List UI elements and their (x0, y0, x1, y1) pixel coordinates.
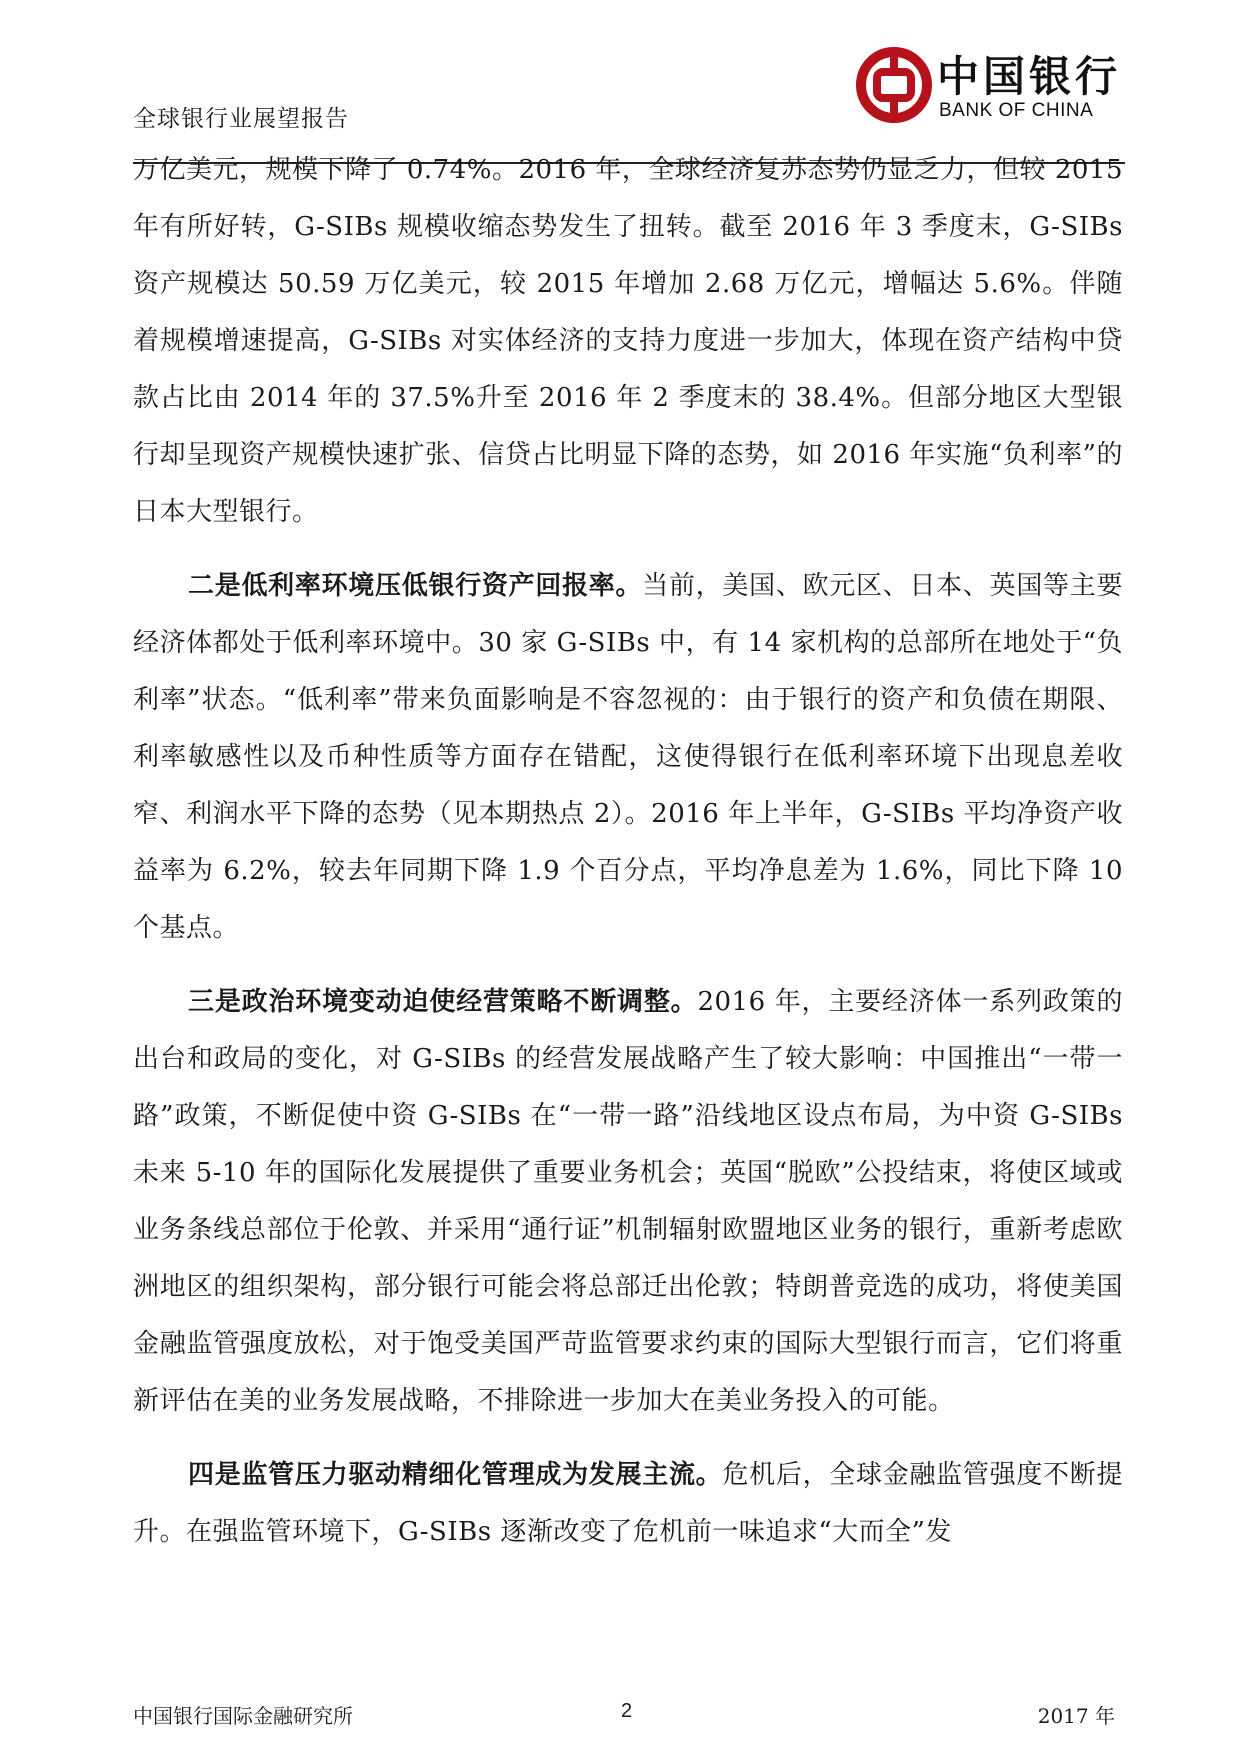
page-header (133, 36, 1125, 136)
bank-emblem-icon (855, 46, 933, 124)
paragraph-4 (133, 1447, 1123, 1561)
paragraph-3 (133, 974, 1123, 1430)
paragraph-lead: 二是低利率环境压低银行资产回报率。 (188, 571, 643, 601)
paragraph-text: 当前，美国、欧元区、日本、英国等主要经济体都处于低利率环境中。30 家 G-SIBs 中，有 14 家机构的总部所在地处于“负利率”状态。“低利率”带来负面影响是不容忽视的：由于银行的资产和负债在期限、利率敏感性以及币种性质等方面存在错配，这使得银行在低利率环境下出现息差收窄、利润水平下降的态势（见本期热点 2）。2016 年上半年，G-SIBs 平均净资产收益率为 6.2%，较去年同期下降 1.9 个百分点，平均净息差为 1.6%，同比下降 10 个基点。 (133, 571, 1123, 943)
paragraph-text: 2016 年，主要经济体一系列政策的出台和政局的变化，对 G-SIBs 的经营发展战略产生了较大影响：中国推出“一带一路”政策，不断促使中资 G-SIBs 在“一带一路”沿线地区设点布局，为中资 G-SIBs 未来 5-10 年的国际化发展提供了重要业务机会；英国“脱欧”公投结束，将使区域或业务条线总部位于伦敦、并采用“通行证”机制辐射欧盟地区业务的银行，重新考虑欧洲地区的组织架构，部分银行可能会将总部迁出伦敦；特朗普竞选的成功，将使美国金融监管强度放松，对于饱受美国严苛监管要求约束的国际大型银行而言，它们将重新评估在美的业务发展战略，不排除进一步加大在美业务投入的可能。 (133, 987, 1123, 1416)
paragraph-text: 万亿美元，规模下降了 0.74%。2016 年，全球经济复苏态势仍显乏力，但较 2015 年有所好转，G-SIBs 规模收缩态势发生了扭转。截至 2016 年 3 季度末，G-SIBs 资产规模达 50.59 万亿美元，较 2015 年增加 2.68 万亿元，增幅达 5.6%。伴随着规模增速提高，G-SIBs 对实体经济的支持力度进一步加大，体现在资产结构中贷款占比由 2014 年的 37.5%升至 2016 年 2 季度末的 38.4%。但部分地区大型银行却呈现资产规模快速扩张、信贷占比明显下降的态势，如 2016 年实施“负利率”的日本大型银行。 (133, 155, 1123, 527)
footer-year: 2017 年 (1037, 1704, 1115, 1728)
paragraph-lead: 四是监管压力驱动精细化管理成为发展主流。 (188, 1460, 723, 1490)
bank-logo (855, 36, 1125, 136)
page-footer (133, 1700, 1125, 1730)
paragraph-text: 危机后，全球金融监管强度不断提升。在强监管环境下，G-SIBs 逐渐改变了危机前一味追求“大而全”发 (133, 1460, 1123, 1547)
body-text (133, 142, 1123, 1561)
page-number: 2 (621, 1700, 633, 1722)
paragraph-lead: 三是政治环境变动迫使经营策略不断调整。 (188, 987, 698, 1017)
footer-organization: 中国银行国际金融研究所 (133, 1704, 353, 1728)
report-title: 全球银行业展望报告 (133, 106, 349, 132)
logo-chinese-name: 中国银行 (937, 52, 1122, 101)
paragraph-1 (133, 142, 1123, 541)
logo-english-name: BANK OF CHINA (939, 100, 1094, 121)
paragraph-2 (133, 558, 1123, 957)
